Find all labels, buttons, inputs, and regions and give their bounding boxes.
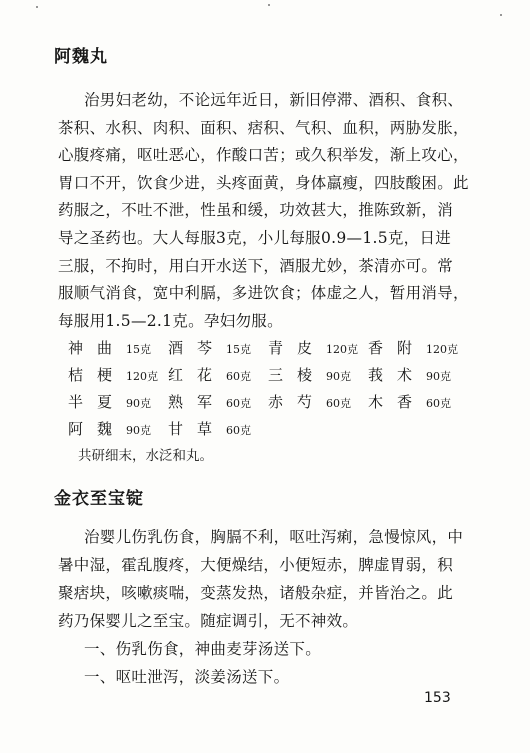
herb-amount: 15克	[226, 343, 252, 356]
herb-item	[168, 391, 251, 412]
herb-amount: 60克	[426, 397, 452, 410]
herb-item	[368, 364, 451, 385]
section2-line: 聚痞块，咳嗽痰喘，变蒸发热，诸般杂症，并皆治之。此	[58, 584, 454, 602]
herb-amount: 90克	[426, 370, 452, 383]
herb-name: 香附	[368, 339, 427, 357]
section-title-jinyi-zhibao-ding: 金衣至宝锭	[54, 489, 144, 509]
section1-line: 茶积、水积、肉积、面积、痞积、气积、血积，两胁发胀，	[58, 118, 469, 137]
section2-line: 治婴儿伤乳伤食，胸膈不利，呕吐泻痢，急慢惊风，中	[84, 528, 464, 546]
herb-item	[368, 337, 458, 358]
herb-name: 阿魏	[68, 420, 127, 438]
section-title-awei-wan: 阿魏丸	[54, 47, 108, 67]
herb-name: 三棱	[268, 366, 327, 384]
herb-amount: 60克	[226, 397, 252, 410]
section2-line: 药乃保婴儿之至宝。随症调引，无不神效。	[58, 612, 359, 630]
herb-amount: 90克	[126, 424, 152, 437]
herb-item	[168, 364, 251, 385]
herb-row	[68, 391, 488, 415]
herb-name: 半夏	[68, 393, 127, 411]
section1-line: 心腹疼痛，呕吐恶心，作酸口苦；或久积举发，渐上攻心，	[58, 146, 469, 165]
herb-amount: 90克	[126, 397, 152, 410]
scan-speck	[36, 6, 38, 8]
herb-amount: 120克	[326, 343, 359, 356]
section1-line: 每服用1.5—2.1克。孕妇勿服。	[58, 311, 283, 330]
herb-name: 青皮	[268, 339, 327, 357]
herb-item	[68, 418, 151, 439]
herb-amount: 60克	[226, 370, 252, 383]
section1-line: 三服，不拘时，用白开水送下，酒服尤妙，茶清亦可。常	[58, 256, 454, 275]
section2-line: 暑中湿，霍乱腹疼，大便燥结，小便短赤，脾虚胃弱，积	[58, 556, 454, 574]
herb-amount: 15克	[126, 343, 152, 356]
herb-name: 桔梗	[68, 366, 127, 384]
herb-item	[68, 391, 151, 412]
herb-amount: 60克	[226, 424, 252, 437]
herb-item	[168, 418, 251, 439]
section2-line: 一、伤乳伤食，神曲麦芽汤送下。	[84, 640, 322, 658]
herb-name: 神曲	[68, 339, 127, 357]
herb-name: 熟军	[168, 393, 227, 411]
herb-row	[68, 364, 488, 388]
herb-item	[168, 337, 251, 358]
herb-item	[368, 391, 451, 412]
herb-item	[268, 364, 351, 385]
section1-line: 服顺气消食，宽中利膈，多进饮食；体虚之人，暂用消导，	[58, 284, 469, 303]
herb-row	[68, 337, 488, 361]
section1-line: 导之圣药也。大人每服3克，小儿每服0.9—1.5克，日进	[58, 229, 452, 247]
section2-line: 一、呕吐泄泻，淡姜汤送下。	[84, 668, 290, 686]
section1-line: 治男妇老幼，不论远年近日，新旧停滞、酒积、食积、	[84, 91, 464, 109]
herb-name: 酒芩	[168, 339, 227, 357]
herb-item	[268, 337, 358, 358]
herb-amount: 120克	[126, 370, 159, 383]
herb-name: 莪术	[368, 366, 427, 384]
herb-name: 红花	[168, 366, 227, 384]
scan-speck	[500, 14, 502, 16]
herb-name: 赤芍	[268, 393, 327, 411]
page-number: 153	[424, 690, 451, 706]
herb-item	[68, 364, 158, 385]
herb-item	[268, 391, 351, 412]
preparation-note: 共研细末，水泛和丸。	[78, 448, 213, 464]
herb-row	[68, 418, 488, 442]
herb-amount: 60克	[326, 397, 352, 410]
herb-item	[68, 337, 151, 358]
scan-speck	[268, 4, 270, 6]
section1-line: 胃口不开，饮食少进，头疼面黄，身体羸瘦，四肢酸困。此	[58, 173, 469, 192]
herb-name: 甘草	[168, 420, 227, 438]
herb-amount: 90克	[326, 370, 352, 383]
herb-amount: 120克	[426, 343, 459, 356]
section1-line: 药服之，不吐不泄，性虽和缓，功效甚大，推陈致新，消	[58, 201, 454, 220]
herb-name: 木香	[368, 393, 427, 411]
